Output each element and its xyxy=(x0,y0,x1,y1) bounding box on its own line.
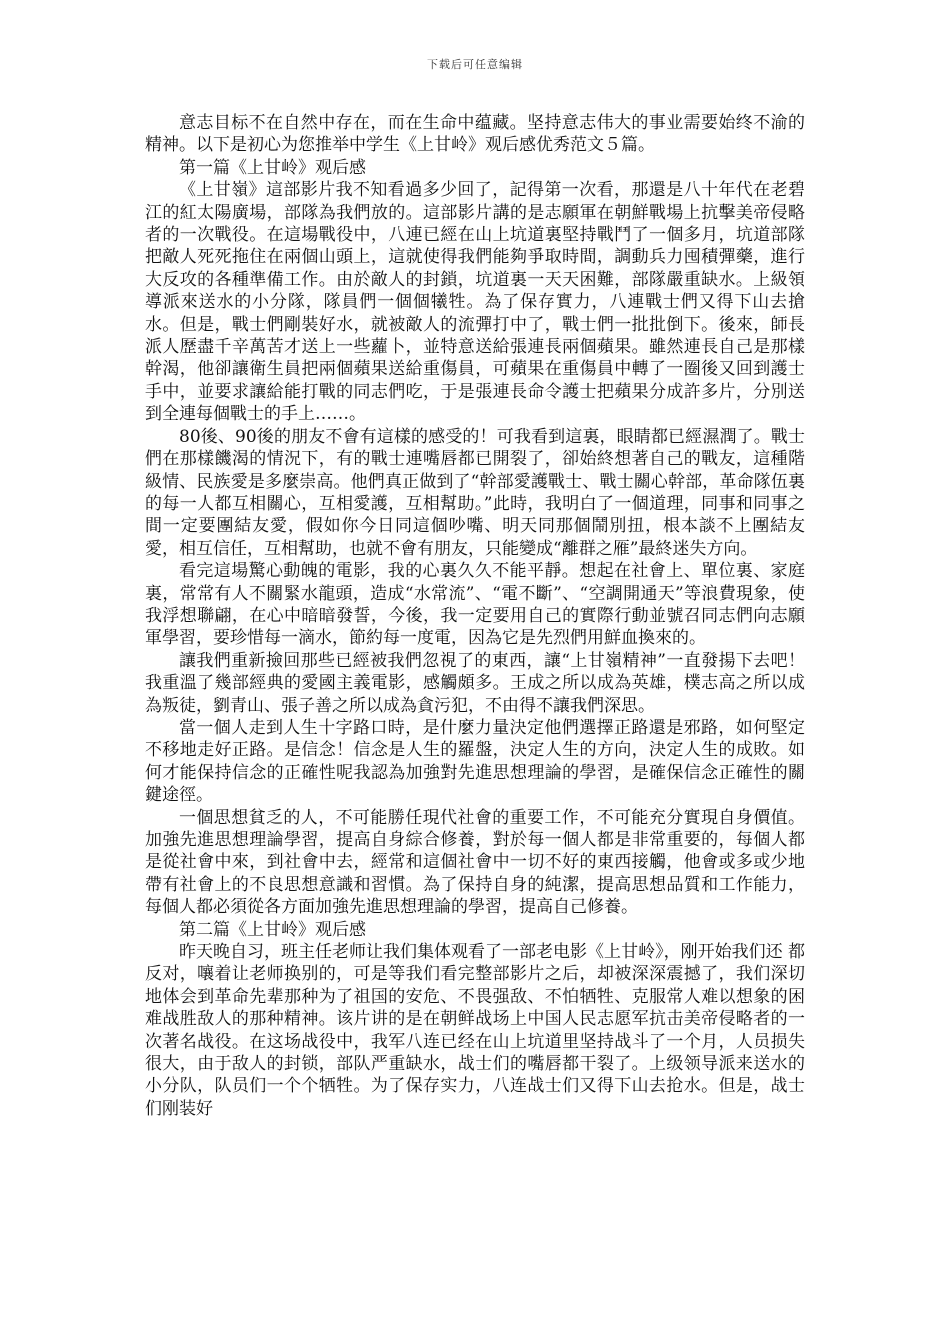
section-heading-second: 第二篇《上甘岭》观后感 xyxy=(179,919,366,940)
body-paragraph: 一個思想貧乏的人，不可能勝任現代社會的重要工作，不可能充分實現自身價值。加強先進思想理論學習，提高自身綜合修養，對於每一個人都是非常重要的，每個人都是從社會中來，到社會中去，經常和這個社會中一切不好的東西接觸，他會或多或少地帶有社會上的不良思想意識和習慣。為了保持自身的純潔，提高思想品質和工作能力，每個人都必須從各方面加強先進思想理論的學習，提高自己修養。 xyxy=(145,807,805,918)
body-paragraph: 80後、90後的朋友不會有這樣的感受的！可我看到這裏，眼睛都已經濕潤了。戰士們在那樣饑渴的情況下，有的戰士連嘴唇都已開裂了，卻始終想著自己的戰友，這種階級情、民族愛是多麼崇高。他們真正做到了“幹部愛護戰士、戰士關心幹部，革命隊伍裏的每一人都互相關心，互相愛護，互相幫助。”此時，我明白了一個道理，同事和同事之間一定要團結友愛，假如你今日同這個吵嘴、明天同那個鬧別扭，根本談不上團結友愛，相互信任，互相幫助，也就不會有朋友，只能變成“離群之雁”最終迷失方向。 xyxy=(145,426,805,559)
body-paragraph: 《上甘嶺》這部影片我不知看過多少回了，記得第一次看，那還是八十年代在老碧江的紅太陽廣場，部隊為我們放的。這部影片講的是志願軍在朝鮮戰場上抗擊美帝侵略者的一次戰役。在這場戰役中，八連已經在山上坑道裏堅持戰鬥了一個多月，坑道部隊把敵人死死拖住在兩個山頭上，這就使得我們能夠爭取時間，調動兵力囤積彈藥，進行大反攻的各種準備工作。由於敵人的封鎖，坑道裏一天天困難，部隊嚴重缺水。上級領導派來送水的小分隊，隊員們一個個犧牲。為了保存實力，八連戰士們又得下山去搶水。但是，戰士們剛裝好水，就被敵人的流彈打中了，戰士們一批批倒下。後來，師長派人歷盡千辛萬苦才送上一些蘿卜，並特意送給張連長兩個蘋果。雖然連長自己是那樣幹渴，他卻讓衛生員把兩個蘋果送給重傷員，可蘋果在重傷員中轉了一圈後又回到護士手中，並要求讓給能打戰的同志們吃，于是張連長命令護士把蘋果分成許多片，分別送到全連每個戰士的手上……。 xyxy=(145,180,805,425)
body-paragraph: 讓我們重新撿回那些已經被我們忽視了的東西，讓“上甘嶺精神”一直發揚下去吧！我重溫了幾部經典的愛國主義電影，感觸頗多。王成之所以成為英雄，樸志高之所以成為叛徒，劉青山、張子善之所以成為貪污犯，不由得不讓我們深思。 xyxy=(145,650,805,716)
intro-paragraph: 意志目标不在自然中存在，而在生命中蕴藏。坚持意志伟大的事业需要始终不渝的精神。以下是初心为您推举中学生《上甘岭》观后感优秀范文５篇。 xyxy=(145,113,805,156)
document-body xyxy=(145,112,805,1120)
section-heading-first: 第一篇《上甘岭》观后感 xyxy=(179,157,366,178)
body-paragraph: 看完這場驚心動魄的電影，我的心裏久久不能平靜。想起在社會上、單位裏、家庭裏，常常有人不關緊水龍頭，造成“水常流”、“電不斷”、“空調開通天”等浪費現象，使我浮想聯翩，在心中暗暗發誓，今後，我一定要用自己的實際行動並號召同志們向志願軍學習，要珍惜每一滴水，節約每一度電，因為它是先烈們用鮮血換來的。 xyxy=(145,561,805,649)
body-paragraph: 昨天晚自习，班主任老师让我们集体观看了一部老电影《上甘岭》，刚开始我们还 都反对，嚷着让老师换别的，可是等我们看完整部影片之后，却被深深震撼了，我们深切地体会到革命先辈那种为了祖国的安危、不畏强敌、不怕牺牲、克服常人难以想象的困难战胜敌人的那种精神。该片讲的是在朝鲜战场上中国人民志愿军抗击美帝侵略者的一次著名战役。在这场战役中，我军八连已经在山上坑道里坚持战斗了一个月，人员损失很大，由于敌人的封锁，部队严重缺水，战士们的嘴唇都干裂了。上级领导派来送水的小分队，队员们一个个牺牲。为了保存实力，八连战士们又得下山去抢水。但是，战士们刚装好 xyxy=(145,942,805,1119)
body-paragraph: 當一個人走到人生十字路口時，是什麼力量決定他們選擇正路還是邪路，如何堅定不移地走好正路。是信念！信念是人生的羅盤，決定人生的方向，決定人生的成敗。如何才能保持信念的正確性呢我認為加強對先進思想理論的學習，是確保信念正確性的關鍵途徑。 xyxy=(145,717,805,806)
page-header-note: 下载后可任意编辑 xyxy=(427,58,523,71)
